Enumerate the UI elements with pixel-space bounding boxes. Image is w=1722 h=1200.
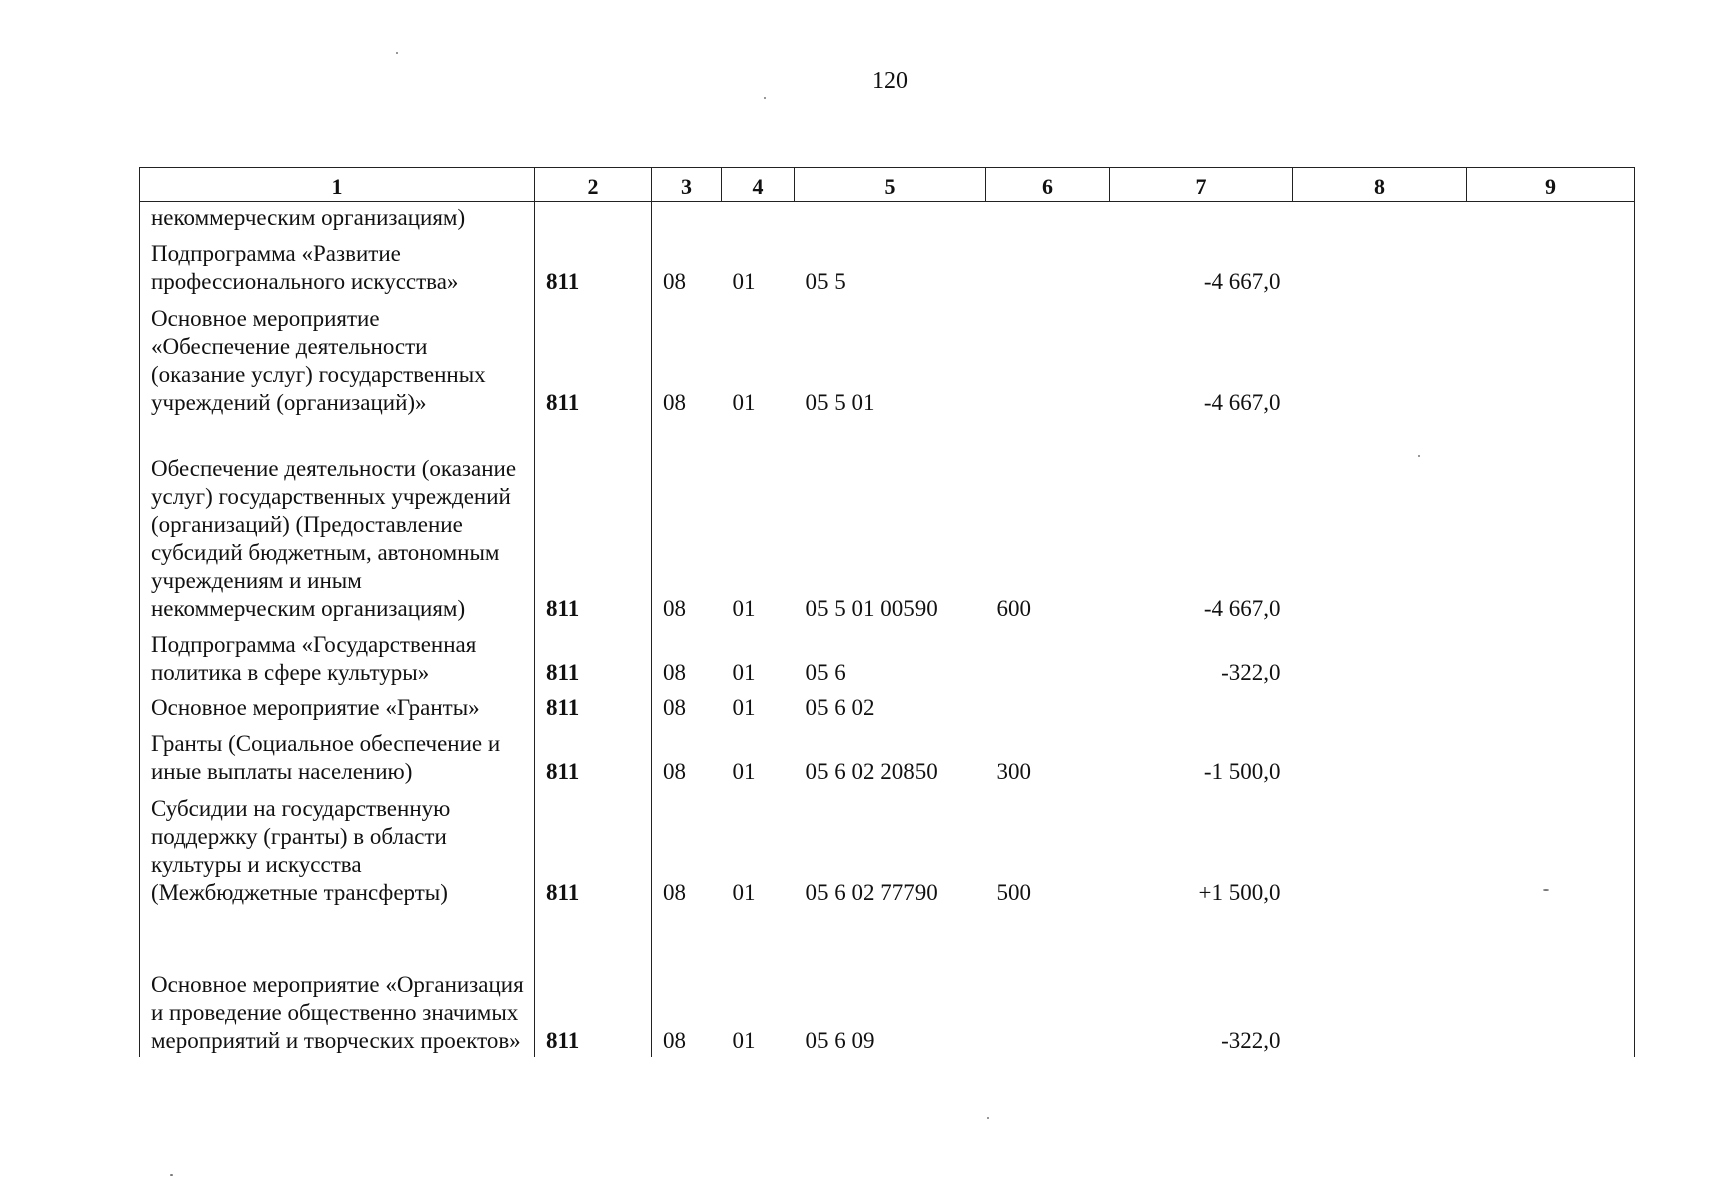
column-header-5: 5: [795, 168, 986, 202]
cell-subsection: 01: [732, 389, 756, 415]
cell-subsection: 01: [732, 758, 756, 784]
table-row: [140, 724, 1635, 788]
table-row: [140, 234, 1635, 298]
cell-target-article: 05 6 02 77790: [805, 879, 938, 905]
column-header-4: 4: [722, 168, 795, 202]
cell-expense-type: [986, 202, 1110, 234]
cell-amount: -322,0: [1221, 1027, 1281, 1053]
cell-expense-type: [986, 909, 1110, 1057]
table-row: [140, 298, 1635, 419]
scan-speck: [987, 1117, 989, 1119]
budget-table: [139, 167, 1635, 1057]
table-header-row: [140, 168, 1635, 202]
cell-department-code: 811: [535, 298, 652, 419]
cell-section: 08: [652, 419, 722, 625]
cell-subsection: 01: [732, 268, 756, 294]
cell-target-article: 05 5 01 00590: [805, 595, 938, 621]
cell-department-code: 811: [535, 788, 652, 909]
cell-col8: [1293, 419, 1467, 625]
cell-section: 08: [652, 689, 722, 724]
cell-department-code: 811: [535, 234, 652, 298]
scan-speck: [396, 52, 398, 54]
cell-expense-type: 600: [996, 595, 1031, 621]
table-row: [140, 625, 1635, 689]
column-header-6: 6: [986, 168, 1110, 202]
cell-department-code: 811: [535, 625, 652, 689]
cell-col8: [1293, 788, 1467, 909]
table-row: [140, 689, 1635, 724]
cell-section: 08: [652, 625, 722, 689]
cell-col8: [1293, 909, 1467, 1057]
cell-target-article: [795, 202, 986, 234]
scan-speck: [170, 1174, 173, 1176]
cell-subsection: 01: [732, 694, 756, 720]
row-description: Основное мероприятие «Организация и проведение общественно значимых мероприятий и творческих проектов»: [140, 909, 535, 1057]
cell-expense-type: 300: [996, 758, 1031, 784]
cell-col9: [1467, 298, 1635, 419]
cell-col9: [1467, 202, 1635, 234]
cell-col9: [1467, 234, 1635, 298]
scan-speck: [764, 97, 766, 99]
table-row: [140, 419, 1635, 625]
cell-col9: [1467, 724, 1635, 788]
cell-subsection: [722, 202, 795, 234]
cell-amount: -4 667,0: [1203, 268, 1281, 294]
cell-subsection: 01: [732, 879, 756, 905]
cell-department-code: 811: [535, 909, 652, 1057]
row-description: Подпрограмма «Развитие профессионального искусства»: [140, 234, 535, 298]
cell-section: 08: [652, 298, 722, 419]
cell-col8: [1293, 202, 1467, 234]
cell-expense-type: [986, 625, 1110, 689]
cell-col9: [1467, 689, 1635, 724]
row-description: некоммерческим организациям): [140, 202, 535, 234]
cell-col8: [1293, 234, 1467, 298]
cell-col9: [1467, 788, 1635, 909]
cell-section: 08: [652, 788, 722, 909]
cell-section: 08: [652, 724, 722, 788]
cell-col8: [1293, 298, 1467, 419]
cell-target-article: 05 6 09: [805, 1027, 875, 1053]
cell-amount: -1 500,0: [1203, 758, 1281, 784]
cell-target-article: 05 5: [805, 268, 846, 294]
row-description: Субсидии на государственную поддержку (гранты) в области культуры и искусства (Межбюджетные трансферты): [140, 788, 535, 909]
column-header-3: 3: [652, 168, 722, 202]
cell-amount: +1 500,0: [1198, 879, 1281, 905]
column-header-2: 2: [535, 168, 652, 202]
column-header-1: 1: [140, 168, 535, 202]
row-description: Обеспечение деятельности (оказание услуг) государственных учреждений (организаций) (Предоставление субсидий бюджетным, автономным учреждениям и иным некоммерческим организациям): [140, 419, 535, 625]
cell-amount: [1110, 202, 1293, 234]
column-header-7: 7: [1110, 168, 1293, 202]
cell-section: [652, 202, 722, 234]
cell-col9: [1467, 625, 1635, 689]
cell-department-code: 811: [535, 689, 652, 724]
cell-col9: [1467, 419, 1635, 625]
cell-col9: [1467, 909, 1635, 1057]
cell-expense-type: [986, 689, 1110, 724]
cell-section: 08: [652, 234, 722, 298]
cell-department-code: 811: [535, 419, 652, 625]
cell-target-article: 05 6: [805, 659, 846, 685]
cell-subsection: 01: [732, 1027, 756, 1053]
cell-amount: [1110, 689, 1293, 724]
cell-amount: -322,0: [1221, 659, 1281, 685]
cell-col8: [1293, 625, 1467, 689]
table-row: [140, 202, 1635, 234]
row-description: Основное мероприятие «Обеспечение деятельности (оказание услуг) государственных учреждений (организаций)»: [140, 298, 535, 419]
row-description: Гранты (Социальное обеспечение и иные выплаты населению): [140, 724, 535, 788]
column-header-8: 8: [1293, 168, 1467, 202]
cell-col8: [1293, 689, 1467, 724]
cell-amount: -4 667,0: [1203, 595, 1281, 621]
cell-target-article: 05 5 01: [805, 389, 875, 415]
cell-col8: [1293, 724, 1467, 788]
cell-amount: -4 667,0: [1203, 389, 1281, 415]
table-row: [140, 788, 1635, 909]
table-row: [140, 909, 1635, 1057]
cell-target-article: 05 6 02: [805, 694, 875, 720]
cell-subsection: 01: [732, 659, 756, 685]
cell-subsection: 01: [732, 595, 756, 621]
cell-expense-type: 500: [996, 879, 1031, 905]
row-description: Подпрограмма «Государственная политика в сфере культуры»: [140, 625, 535, 689]
cell-section: 08: [652, 909, 722, 1057]
cell-expense-type: [986, 298, 1110, 419]
cell-department-code: 811: [535, 724, 652, 788]
page-number: 120: [872, 68, 908, 94]
cell-target-article: 05 6 02 20850: [805, 758, 938, 784]
cell-department-code: [535, 202, 652, 234]
column-header-9: 9: [1467, 168, 1635, 202]
row-description: Основное мероприятие «Гранты»: [140, 689, 535, 724]
cell-expense-type: [986, 234, 1110, 298]
